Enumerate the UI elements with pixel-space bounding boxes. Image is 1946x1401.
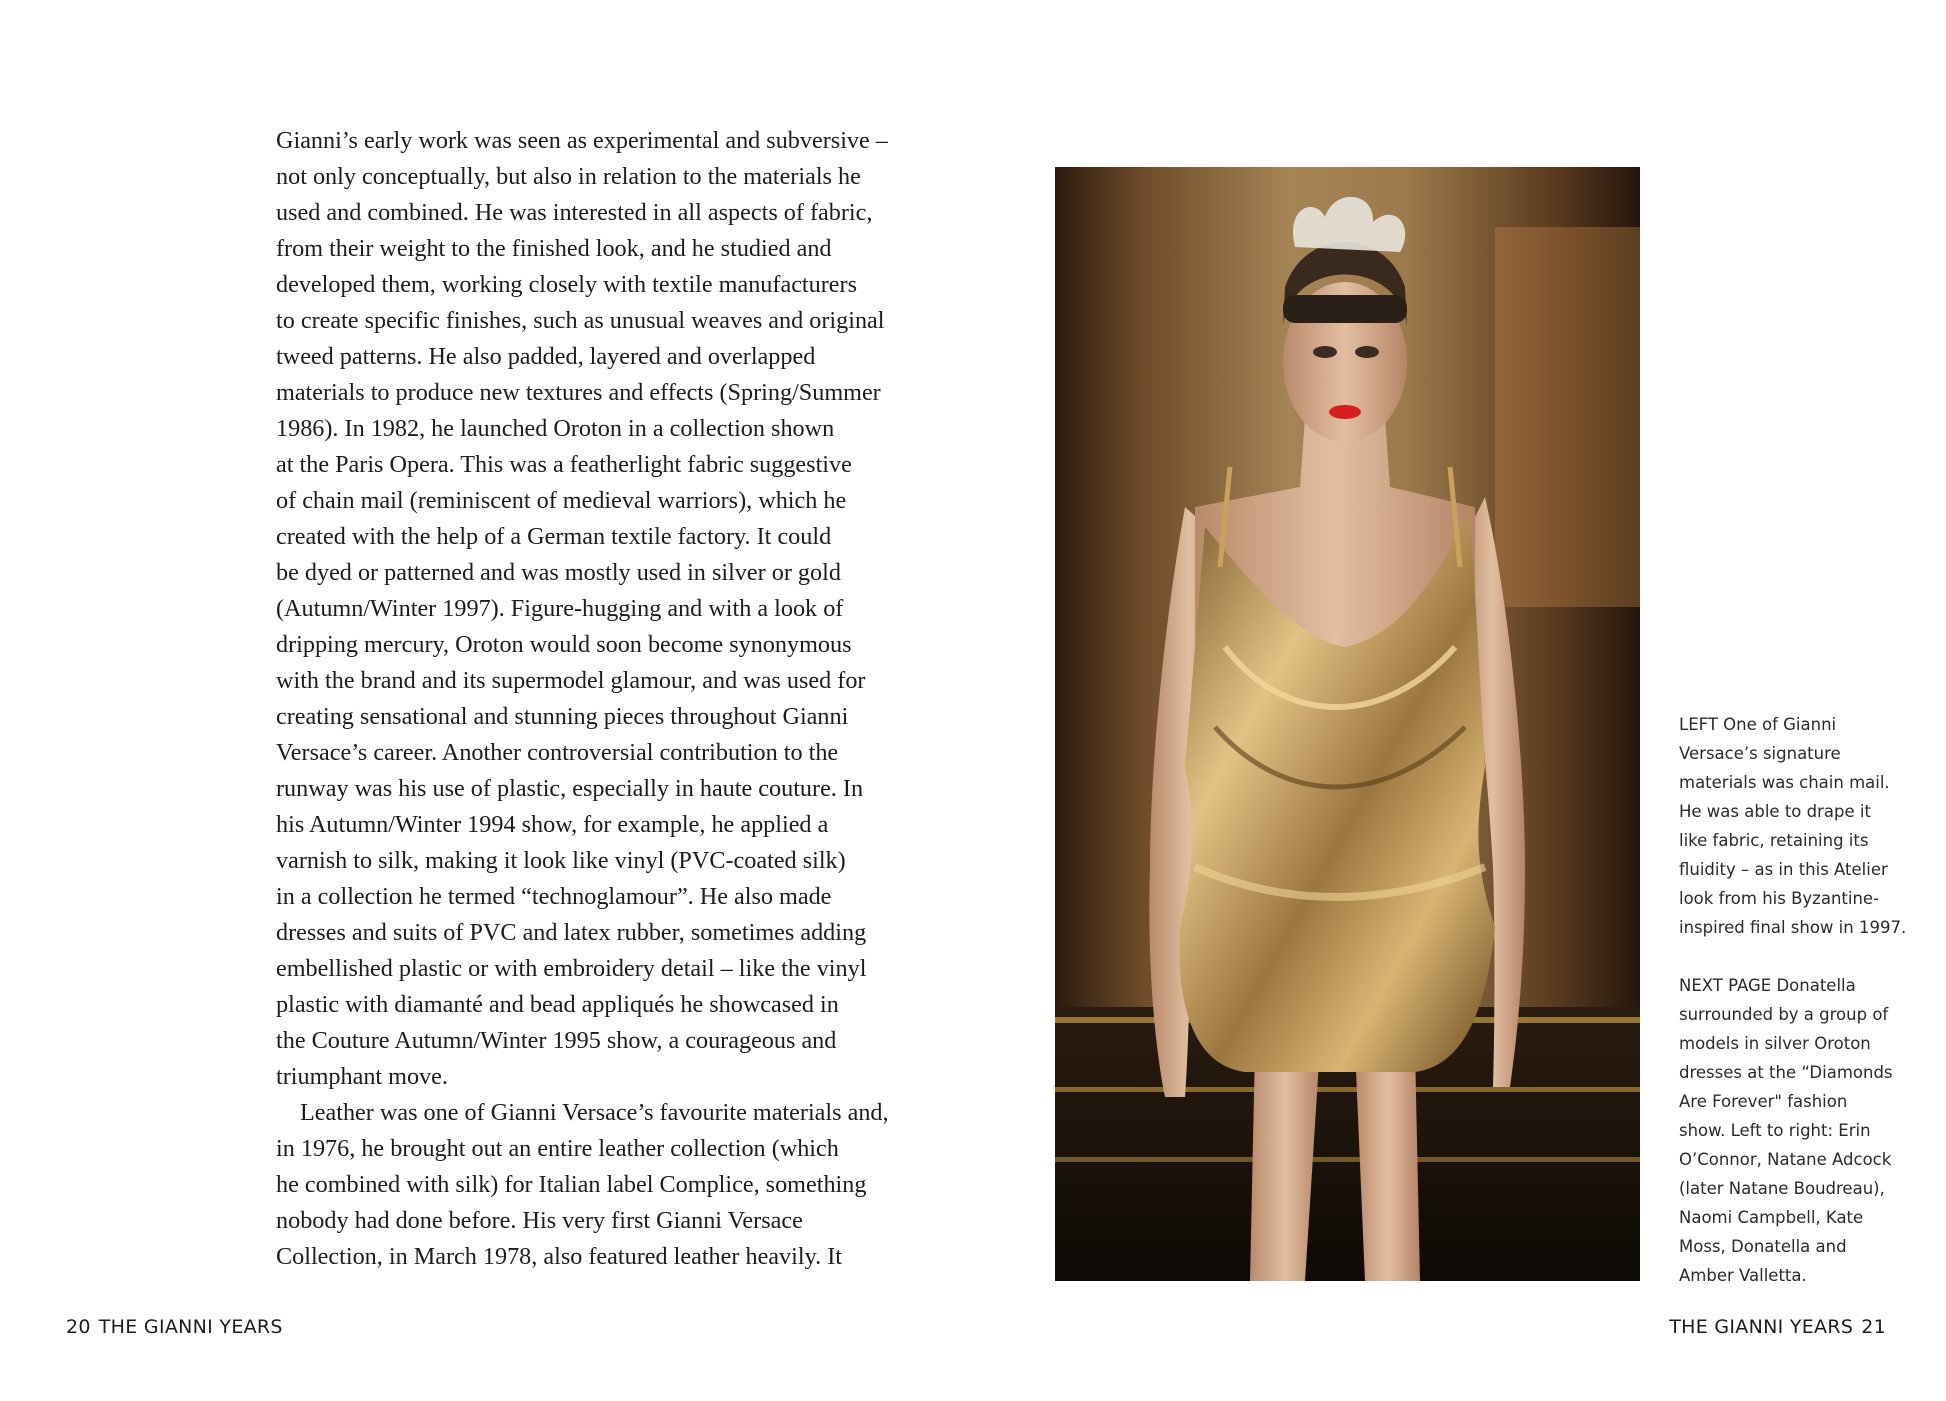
caption-line: dresses at the “Diamonds [1679,1063,1893,1082]
body-line: developed them, working closely with textile manufacturers [276,271,857,298]
body-line: in 1976, he brought out an entire leather collection (which [276,1135,839,1162]
caption-line: O’Connor, Natane Adcock [1679,1150,1892,1169]
body-line: Versace’s career. Another controversial contribution to the [276,739,839,766]
body-line: triumphant move. [276,1063,448,1090]
caption-line: like fabric, retaining its [1679,831,1869,850]
body-line: his Autumn/Winter 1994 show, for example, he applied a [276,811,829,838]
caption-gap [1679,942,1911,971]
body-line: runway was his use of plastic, especially in haute couture. In [276,775,864,802]
body-line: tweed patterns. He also padded, layered and overlapped [276,343,816,370]
body-line: nobody had done before. His very first Gianni Versace [276,1207,803,1234]
page-number-right: 21 [1861,1316,1886,1338]
body-line: 1986). In 1982, he launched Oroton in a collection shown [276,415,835,442]
caption-line: NEXT PAGE Donatella [1679,976,1856,995]
caption-line: He was able to drape it [1679,802,1871,821]
caption-line: Are Forever" fashion [1679,1092,1848,1111]
caption-line: fluidity – as in this Atelier [1679,860,1888,879]
body-line: Collection, in March 1978, also featured leather heavily. It [276,1243,842,1270]
caption-line: Amber Valletta. [1679,1266,1807,1285]
caption-line: LEFT One of Gianni [1679,715,1837,734]
caption-line: surrounded by a group of [1679,1005,1889,1024]
caption-line: Naomi Campbell, Kate [1679,1208,1864,1227]
caption-line: (later Natane Boudreau), [1679,1179,1885,1198]
folio-left [66,1316,283,1338]
body-line: embellished plastic or with embroidery detail – like the vinyl [276,955,867,982]
body-line: creating sensational and stunning pieces throughout Gianni [276,703,849,730]
body-line: materials to produce new textures and effects (Spring/Summer [276,379,881,406]
caption-line: Moss, Donatella and [1679,1237,1847,1256]
body-line: (Autumn/Winter 1997). Figure-hugging and with a look of [276,595,844,622]
body-line-paragraph-start: Leather was one of Gianni Versace’s favourite materials and, [300,1099,889,1126]
body-line: created with the help of a German textile factory. It could [276,523,832,550]
caption-line: show. Left to right: Erin [1679,1121,1871,1140]
caption-line: inspired final show in 1997. [1679,918,1907,937]
body-line: be dyed or patterned and was mostly used in silver or gold [276,559,841,586]
body-line: in a collection he termed “technoglamour”. He also made [276,883,832,910]
runway-photo [1055,167,1640,1281]
caption-line: Versace’s signature [1679,744,1841,763]
body-line: dresses and suits of PVC and latex rubber, sometimes adding [276,919,867,946]
body-line: of chain mail (reminiscent of medieval warriors), which he [276,487,847,514]
runway-photo-illustration [1055,167,1640,1281]
caption-line: look from his Byzantine- [1679,889,1880,908]
body-line: varnish to silk, making it look like vinyl (PVC-coated silk) [276,847,846,874]
body-line: not only conceptually, but also in relation to the materials he [276,163,861,190]
body-text [276,123,916,1275]
body-line: used and combined. He was interested in all aspects of fabric, [276,199,873,226]
body-line: from their weight to the finished look, and he studied and [276,235,832,262]
body-line: he combined with silk) for Italian label Complice, something [276,1171,867,1198]
folio-right [1669,1316,1886,1338]
body-line: with the brand and its supermodel glamour, and was used for [276,667,866,694]
caption-line: materials was chain mail. [1679,773,1890,792]
caption-line: models in silver Oroton [1679,1034,1871,1053]
body-line: dripping mercury, Oroton would soon become synonymous [276,631,852,658]
photo-caption [1679,710,1911,1290]
body-line: the Couture Autumn/Winter 1995 show, a courageous and [276,1027,837,1054]
body-line: plastic with diamanté and bead appliqués he showcased in [276,991,839,1018]
running-head-left: THE GIANNI YEARS [98,1316,283,1338]
body-line: Gianni’s early work was seen as experimental and subversive – [276,127,888,154]
page-number-left: 20 [66,1316,91,1338]
body-line: at the Paris Opera. This was a featherlight fabric suggestive [276,451,852,478]
running-head-right: THE GIANNI YEARS [1669,1316,1854,1338]
body-line: to create specific finishes, such as unusual weaves and original [276,307,885,334]
